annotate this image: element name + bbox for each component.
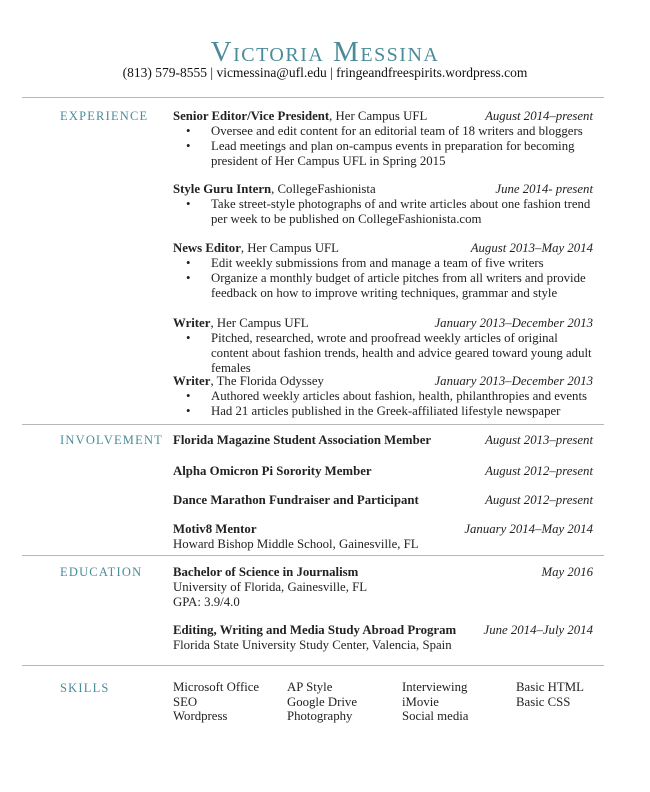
involvement-date: January 2014–May 2014 xyxy=(464,522,593,536)
experience-item xyxy=(173,109,593,169)
involvement-title: Dance Marathon Fundraiser and Participant xyxy=(173,493,419,507)
involvement-title: Alpha Omicron Pi Sorority Member xyxy=(173,464,372,478)
skills-column xyxy=(402,680,468,724)
job-org: , Her Campus UFL xyxy=(329,109,428,123)
divider xyxy=(22,424,604,425)
job-date: January 2013–December 2013 xyxy=(434,374,593,388)
education-school: Florida State University Study Center, Valencia, Spain xyxy=(173,638,452,652)
divider xyxy=(22,665,604,666)
skill-item: Social media xyxy=(402,709,469,723)
skill-item: iMovie xyxy=(402,694,439,709)
experience-item xyxy=(173,241,593,301)
job-title: Style Guru Intern xyxy=(173,182,272,196)
skill-item: Photography xyxy=(287,709,353,723)
skill-item: Basic HTML xyxy=(516,680,584,694)
job-org: , Her Campus UFL xyxy=(240,241,339,255)
job-org: , CollegeFashionista xyxy=(271,182,376,196)
involvement-date: August 2013–present xyxy=(485,433,593,447)
skills-column xyxy=(516,680,584,709)
education-gpa: GPA: 3.9/4.0 xyxy=(173,595,240,609)
job-title: News Editor xyxy=(173,241,241,255)
skill-item: Wordpress xyxy=(173,709,228,723)
job-bullet: • Lead meetings and plan on-campus events in preparation for becoming president of Her Campus UFL in Spring 2015 xyxy=(211,139,593,169)
job-bullet: • Take street-style photographs of and write articles about one fashion trend per week to be published on CollegeFashionista.com xyxy=(211,197,593,227)
experience-item xyxy=(173,374,593,419)
involvement-item xyxy=(173,464,593,479)
resume-name: Victoria Messina xyxy=(210,36,440,68)
divider xyxy=(22,555,604,556)
involvement-title: Motiv8 Mentor xyxy=(173,522,257,536)
job-date: August 2014–present xyxy=(485,109,593,123)
job-date: June 2014- present xyxy=(495,182,593,196)
job-title: Writer xyxy=(173,374,211,388)
job-title: Writer xyxy=(173,316,211,330)
education-title: Editing, Writing and Media Study Abroad Program xyxy=(173,623,457,637)
section-label-involvement: INVOLVEMENT xyxy=(60,433,164,447)
involvement-date: August 2012–present xyxy=(485,464,593,478)
education-item xyxy=(173,623,593,653)
education-item xyxy=(173,565,593,610)
skill-item: Google Drive xyxy=(287,694,358,709)
involvement-item xyxy=(173,493,593,508)
skills-column xyxy=(173,680,259,724)
job-date: January 2013–December 2013 xyxy=(434,316,593,330)
education-date: June 2014–July 2014 xyxy=(483,623,593,637)
section-label-education: EDUCATION xyxy=(60,565,143,579)
job-title: Senior Editor/Vice President xyxy=(173,109,330,123)
experience-item xyxy=(173,316,593,376)
job-bullet: • Had 21 articles published in the Greek-affiliated lifestyle newspaper xyxy=(211,404,593,419)
job-org: , Her Campus UFL xyxy=(210,316,309,330)
job-bullet: • Pitched, researched, wrote and proofread weekly articles of original content about fashion trends, health and advice geared toward young adult females xyxy=(211,331,593,376)
involvement-item xyxy=(173,522,593,552)
involvement-date: August 2012–present xyxy=(485,493,593,507)
divider xyxy=(22,97,604,98)
skill-item: Basic CSS xyxy=(516,694,571,709)
skills-column xyxy=(287,680,357,724)
contact-line: (813) 579-8555 | vicmessina@ufl.edu | fringeandfreespirits.wordpress.com xyxy=(122,65,528,80)
skill-item: SEO xyxy=(173,694,198,709)
job-bullet: • Organize a monthly budget of article pitches from all writers and provide feedback on how to improve writing techniques, grammar and style xyxy=(211,271,593,301)
involvement-item xyxy=(173,433,593,448)
experience-item xyxy=(173,182,593,227)
job-date: August 2013–May 2014 xyxy=(470,241,593,255)
skill-item: Interviewing xyxy=(402,680,468,694)
section-label-skills: SKILLS xyxy=(60,681,110,695)
education-title: Bachelor of Science in Journalism xyxy=(173,565,359,579)
job-bullet: • Edit weekly submissions from and manage a team of five writers xyxy=(211,256,593,271)
involvement-sub: Howard Bishop Middle School, Gainesville, FL xyxy=(173,537,419,551)
education-school: University of Florida, Gainesville, FL xyxy=(173,580,368,594)
skill-item: AP Style xyxy=(287,680,333,694)
job-org: , The Florida Odyssey xyxy=(210,374,324,388)
skill-item: Microsoft Office xyxy=(173,680,260,694)
education-date: May 2016 xyxy=(541,565,593,579)
job-bullet: • Authored weekly articles about fashion, health, philanthropies and events xyxy=(211,389,593,404)
section-label-experience: EXPERIENCE xyxy=(60,109,149,123)
involvement-title: Florida Magazine Student Association Member xyxy=(173,433,432,447)
job-bullet: • Oversee and edit content for an editorial team of 18 writers and bloggers xyxy=(211,124,593,139)
